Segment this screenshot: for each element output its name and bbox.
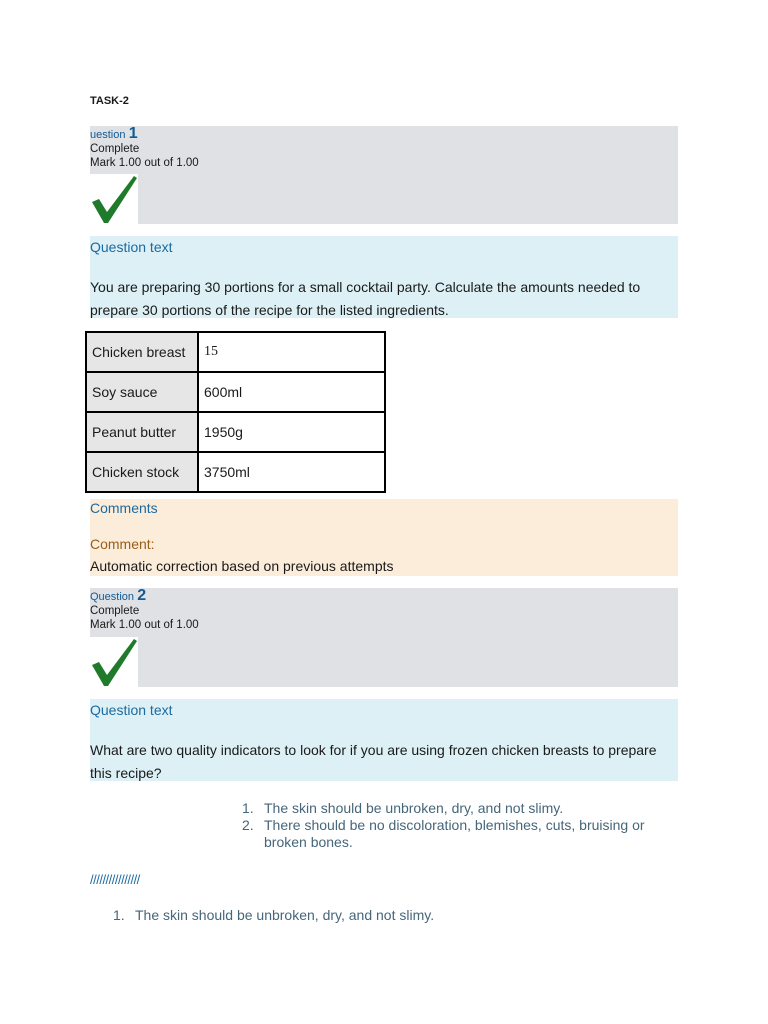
list-number: 2. xyxy=(242,817,254,833)
question-text-body: You are preparing 30 portions for a small cocktail party. Calculate the amounts needed to prepare 30 portions of the recipe for the listed ingredients. xyxy=(90,279,641,318)
answer-text: The skin should be unbroken, dry, and not slimy. xyxy=(264,800,564,816)
question-text-heading: Question text xyxy=(90,702,173,718)
question-2-text-block xyxy=(90,699,678,781)
question-1-text-block xyxy=(90,236,678,318)
ingredient-name: Chicken breast xyxy=(86,332,198,372)
comment-text: Automatic correction based on previous attempts xyxy=(90,558,394,574)
table-row xyxy=(86,412,385,452)
extra-answer-list xyxy=(111,907,611,924)
comments-heading: Comments xyxy=(90,500,158,516)
question-text-heading: Question text xyxy=(90,239,173,255)
ingredient-name: Soy sauce xyxy=(86,372,198,412)
question-label: Question xyxy=(90,591,135,603)
table-row xyxy=(86,452,385,492)
question-number: 1 xyxy=(128,125,138,142)
question-mark: Mark 1.00 out of 1.00 xyxy=(90,157,199,169)
comment-label: Comment: xyxy=(90,536,155,552)
list-number: 1. xyxy=(242,800,254,816)
list-item xyxy=(240,800,680,817)
question-label: uestion xyxy=(90,129,126,141)
question-number: 2 xyxy=(137,587,147,604)
table-row xyxy=(86,332,385,372)
ingredient-amount: 600ml xyxy=(198,372,385,412)
ingredient-name: Peanut butter xyxy=(86,412,198,452)
list-number: 1. xyxy=(113,907,125,923)
correct-check-icon xyxy=(90,637,138,687)
ingredient-name: Chicken stock xyxy=(86,452,198,492)
answer-text: The skin should be unbroken, dry, and not slimy. xyxy=(135,907,435,923)
list-item xyxy=(240,817,680,851)
ingredient-amount: 15 xyxy=(198,332,385,372)
ingredient-amount: 3750ml xyxy=(198,452,385,492)
ingredient-amount: 1950g xyxy=(198,412,385,452)
question-status: Complete xyxy=(90,143,140,155)
comments-block xyxy=(90,499,678,576)
question-1-info xyxy=(90,126,678,224)
correct-check-icon xyxy=(90,174,138,224)
answer-text: There should be no discoloration, blemishes, cuts, bruising or broken bones. xyxy=(264,817,645,850)
question-mark: Mark 1.00 out of 1.00 xyxy=(90,619,199,631)
task-title: TASK-2 xyxy=(90,95,129,107)
ingredients-table xyxy=(85,331,386,493)
table-row xyxy=(86,372,385,412)
list-item xyxy=(111,907,611,924)
answer-list xyxy=(240,800,680,851)
question-text-body: What are two quality indicators to look for if you are using frozen chicken breasts to prepare this recipe? xyxy=(90,742,657,781)
question-status: Complete xyxy=(90,605,140,617)
question-2-info xyxy=(90,588,678,687)
separator-slashes: //////////////// xyxy=(90,872,140,887)
